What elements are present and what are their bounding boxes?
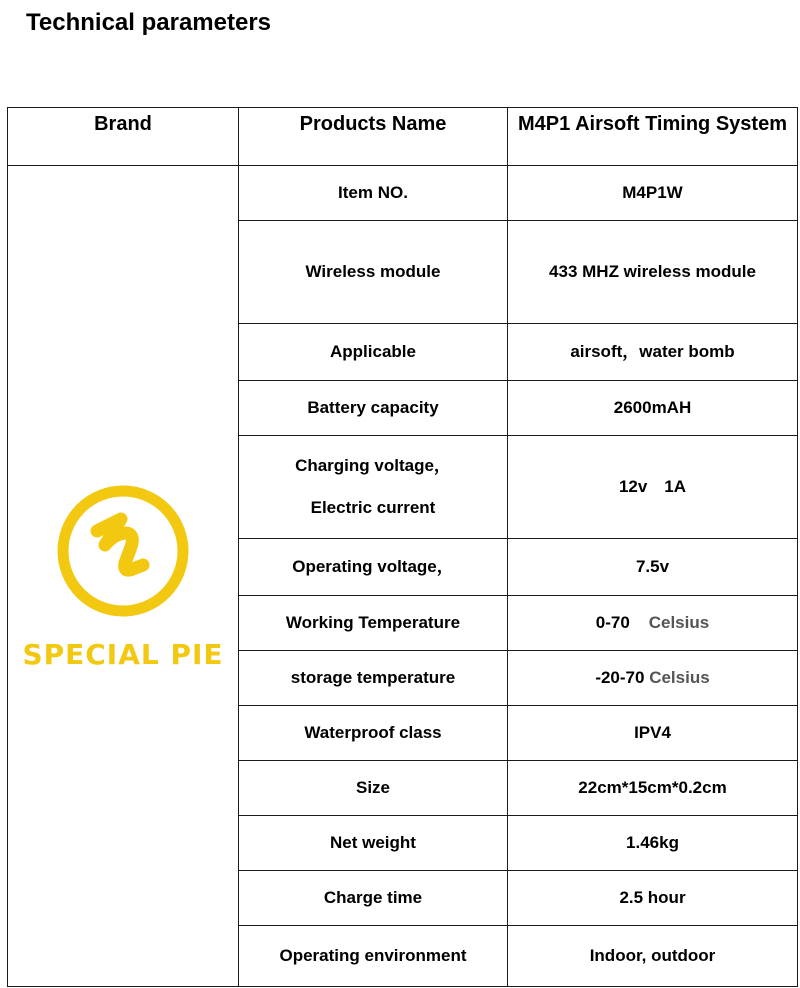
param-value: 2600mAH bbox=[508, 381, 798, 436]
param-label-line2: Electric current bbox=[310, 498, 436, 517]
header-row bbox=[8, 108, 798, 166]
header-product: M4P1 Airsoft Timing System bbox=[508, 108, 798, 166]
value-number: -20-70 bbox=[595, 668, 645, 687]
header-brand: Brand bbox=[8, 108, 239, 166]
spec-table bbox=[7, 107, 798, 987]
param-value: 12v 1A bbox=[508, 436, 798, 539]
param-value: 1.46kg bbox=[508, 816, 798, 871]
param-label: Wireless module bbox=[239, 221, 508, 324]
param-label: Operating voltage， bbox=[239, 539, 508, 596]
param-label: Charge time bbox=[239, 871, 508, 926]
param-label: Working Temperature bbox=[239, 596, 508, 651]
brand-logo-cell bbox=[8, 166, 239, 987]
value-unit: Celsius bbox=[648, 613, 710, 632]
param-label: Net weight bbox=[239, 816, 508, 871]
param-value: 433 MHZ wireless module bbox=[508, 221, 798, 324]
header-products-name: Products Name bbox=[239, 108, 508, 166]
param-label: storage temperature bbox=[239, 651, 508, 706]
param-value: 7.5v bbox=[508, 539, 798, 596]
param-value: airsoft，water bomb bbox=[508, 324, 798, 381]
table-row bbox=[8, 166, 798, 221]
param-value: M4P1W bbox=[508, 166, 798, 221]
brand-logo-text: SPECIAL PIE bbox=[22, 638, 224, 671]
param-label bbox=[239, 436, 508, 539]
param-label: Waterproof class bbox=[239, 706, 508, 761]
param-label-line1: Charging voltage， bbox=[295, 456, 451, 475]
param-label: Size bbox=[239, 761, 508, 816]
param-value: IPV4 bbox=[508, 706, 798, 761]
param-label: Applicable bbox=[239, 324, 508, 381]
page-title: Technical parameters bbox=[26, 9, 272, 36]
param-value bbox=[508, 596, 798, 651]
value-number: 0-70 bbox=[595, 613, 630, 632]
param-label: Operating environment bbox=[239, 926, 508, 987]
logo-emblem-icon bbox=[53, 481, 193, 621]
param-value: 2.5 hour bbox=[508, 871, 798, 926]
param-value bbox=[508, 651, 798, 706]
brand-logo bbox=[8, 481, 238, 671]
param-value: Indoor, outdoor bbox=[508, 926, 798, 987]
value-unit: Celsius bbox=[649, 668, 710, 687]
param-value: 22cm*15cm*0.2cm bbox=[508, 761, 798, 816]
param-label: Battery capacity bbox=[239, 381, 508, 436]
param-label: Item NO. bbox=[239, 166, 508, 221]
